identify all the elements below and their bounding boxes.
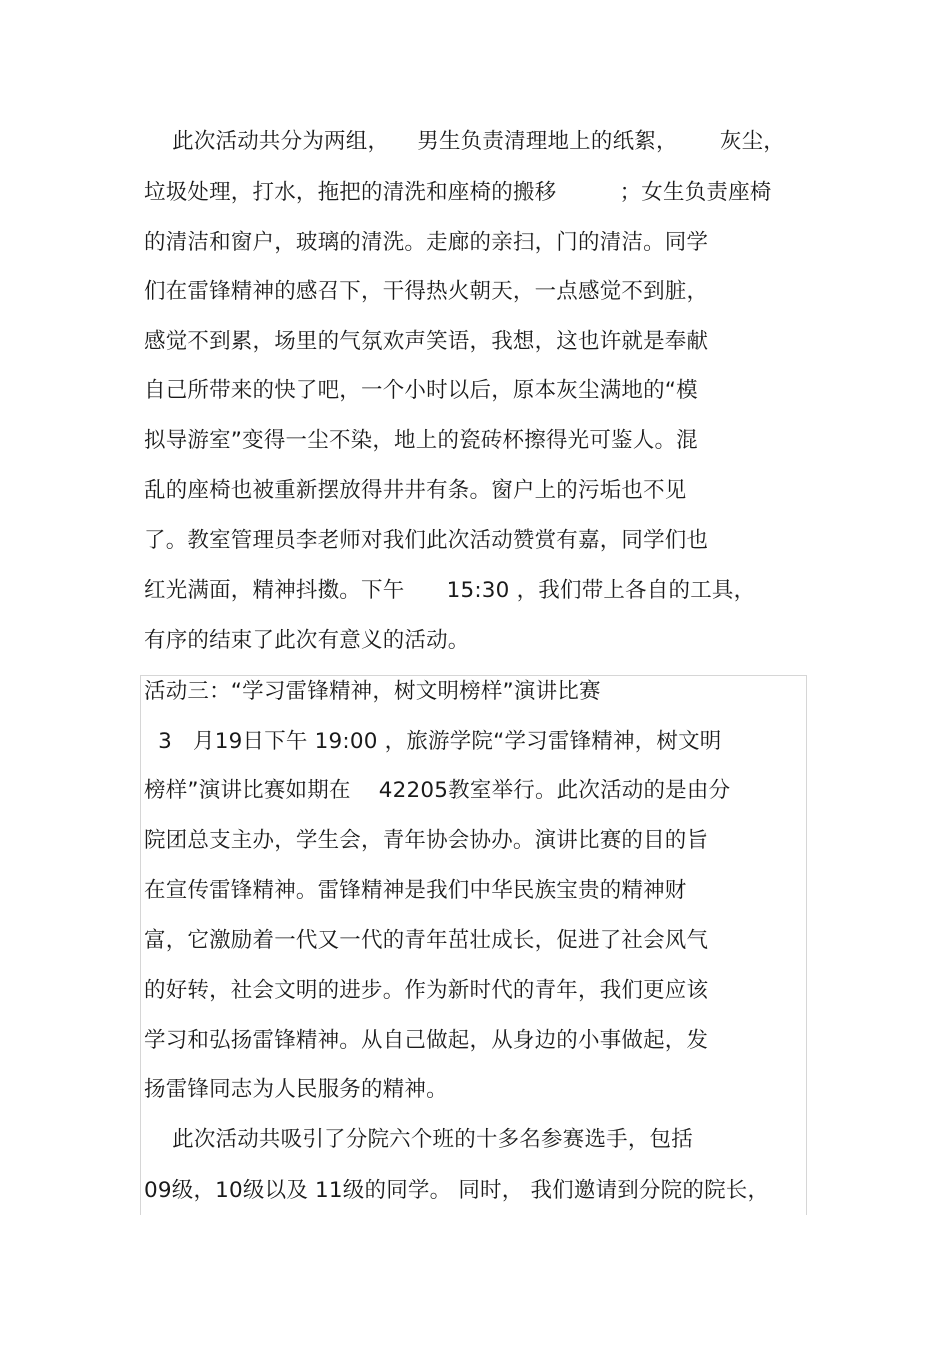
paragraph-line: 学习和弘扬雷锋精神。从自己做起，从身边的小事做起，发: [144, 1028, 709, 1053]
paragraph-line: 垃圾处理，打水，拖把的清洗和座椅的搬移 ；女生负责座椅: [144, 180, 772, 205]
paragraph-line: 的清洁和窗户，玻璃的清洗。走廊的亲扫，门的清洁。同学: [144, 230, 709, 255]
paragraph-line: 的好转，社会文明的进步。作为新时代的青年，我们更应该: [144, 978, 709, 1003]
paragraph-line: 了。教室管理员李老师对我们此次活动赞赏有嘉，同学们也: [144, 528, 709, 553]
paragraph-line: 拟导游室”变得一尘不染，地上的瓷砖杯擦得光可鉴人。混: [144, 428, 698, 453]
paragraph-line: 榜样”演讲比赛如期在 42205教室举行。此次活动的是由分: [144, 778, 731, 803]
paragraph-line: 3 月19日下午 19:00 ，旅游学院“学习雷锋精神，树文明: [144, 729, 722, 754]
paragraph-line: 09级，10级以及 11级的同学。 同时， 我们邀请到分院的院长，: [144, 1178, 770, 1203]
paragraph-line: 此次活动共吸引了分院六个班的十多名参赛选手，包括: [144, 1127, 693, 1152]
paragraph-line: 红光满面，精神抖擞。下午 15:30 ，我们带上各自的工具，: [144, 578, 756, 603]
section-heading: 活动三：“学习雷锋精神，树文明榜样”演讲比赛: [144, 679, 601, 704]
paragraph-line: 在宣传雷锋精神。雷锋精神是我们中华民族宝贵的精神财: [144, 878, 687, 903]
paragraph-line: 感觉不到累，场里的气氛欢声笑语，我想，这也许就是奉献: [144, 329, 709, 354]
paragraph-line: 们在雷锋精神的感召下，干得热火朝天，一点感觉不到脏，: [144, 279, 709, 304]
paragraph-line: 乱的座椅也被重新摆放得井井有条。窗户上的污垢也不见: [144, 478, 687, 503]
paragraph-line: 院团总支主办，学生会，青年协会协办。演讲比赛的目的旨: [144, 828, 709, 853]
paragraph-line: 富，它激励着一代又一代的青年茁壮成长，促进了社会风气: [144, 928, 709, 953]
paragraph-line: 此次活动共分为两组， 男生负责清理地上的纸絮， 灰尘，: [144, 129, 785, 154]
paragraph-line: 扬雷锋同志为人民服务的精神。: [144, 1077, 448, 1102]
paragraph-line: 自己所带来的快了吧，一个小时以后，原本灰尘满地的“模: [144, 378, 698, 403]
paragraph-line: 有序的结束了此次有意义的活动。: [144, 628, 470, 653]
